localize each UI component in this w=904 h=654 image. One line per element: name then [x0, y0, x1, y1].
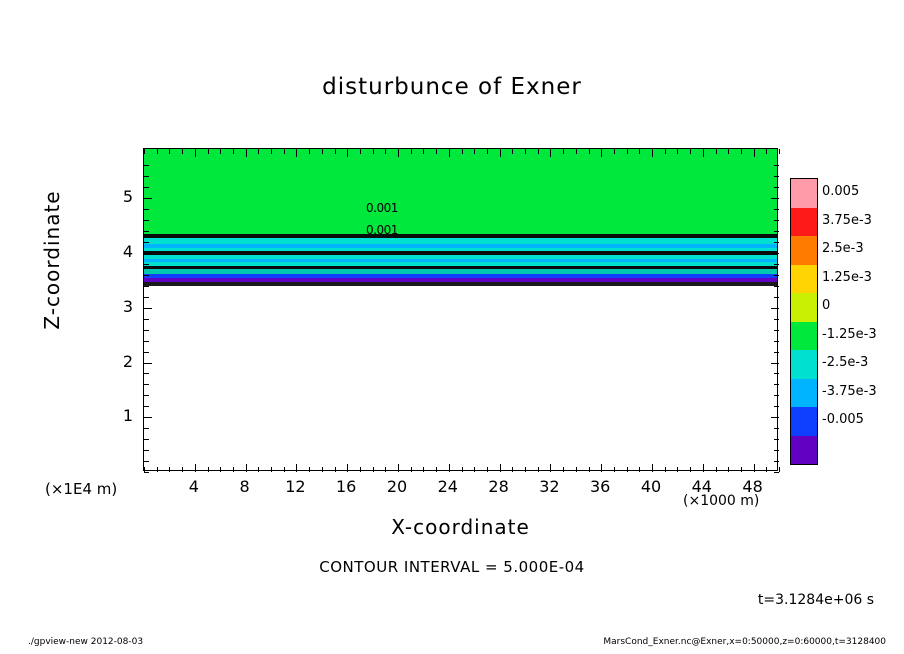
x-tick-label: 16: [336, 477, 357, 496]
footer-right-note: MarsCond_Exner.nc@Exner,x=0:50000,z=0:60000,t=3128400: [603, 637, 886, 647]
colorbar-tick-label: 0: [822, 298, 831, 314]
y-tick: [144, 352, 149, 353]
y-tick: [144, 472, 149, 473]
x-tick-label: 36: [590, 477, 611, 496]
y-tick: [774, 297, 779, 298]
y-tick-label: 5: [122, 187, 133, 207]
colorbar-segment: [791, 265, 817, 294]
x-tick-label: 24: [437, 477, 458, 496]
y-tick: [774, 209, 779, 210]
x-tick-label: 4: [188, 477, 199, 496]
x-tick-label: 8: [239, 477, 250, 496]
y-tick: [774, 275, 779, 276]
y-tick: [144, 319, 149, 320]
y-tick: [774, 176, 779, 177]
y-tick: [144, 417, 152, 418]
colorbar-segment: [791, 179, 817, 208]
y-tick: [774, 330, 779, 331]
y-tick: [774, 450, 779, 451]
y-tick: [144, 341, 149, 342]
x-tick-label: 28: [488, 477, 509, 496]
y-tick: [144, 373, 149, 374]
y-tick: [144, 450, 149, 451]
colorbar-segment: [791, 407, 817, 436]
colorbar-tick-label: -1.25e-3: [822, 326, 877, 342]
colorbar-tick-label: 2.5e-3: [822, 241, 864, 257]
colorbar-segment: [791, 436, 817, 465]
y-tick: [774, 165, 779, 166]
colorbar-tick-label: 0.005: [822, 184, 860, 200]
y-tick: [144, 275, 149, 276]
colorbar-tick-label: -0.005: [822, 412, 864, 428]
y-tick: [144, 439, 149, 440]
y-tick: [771, 253, 779, 254]
colorbar-segment: [791, 208, 817, 237]
y-tick: [774, 220, 779, 221]
y-tick: [774, 286, 779, 287]
y-tick: [771, 363, 779, 364]
y-tick: [774, 461, 779, 462]
y-tick: [774, 187, 779, 188]
x-axis-unit-label: (×1000 m): [683, 493, 760, 509]
x-tick-label: 32: [539, 477, 560, 496]
y-tick-label: 3: [122, 296, 133, 316]
y-tick: [771, 308, 779, 309]
y-tick: [774, 428, 779, 429]
y-tick: [774, 242, 779, 243]
y-tick: [774, 264, 779, 265]
y-tick: [774, 341, 779, 342]
colorbar-segment: [791, 379, 817, 408]
colorbar-segment: [791, 236, 817, 265]
y-tick: [144, 461, 149, 462]
y-tick: [144, 384, 149, 385]
y-tick: [144, 253, 152, 254]
contour-label: 0.001: [366, 223, 398, 237]
y-axis-unit-label: (×1E4 m): [45, 480, 118, 498]
time-stamp: t=3.1284e+06 s: [757, 592, 874, 608]
x-axis-label: X-coordinate: [391, 515, 530, 539]
y-tick: [774, 439, 779, 440]
colorbar-segment: [791, 322, 817, 351]
y-tick: [144, 220, 149, 221]
colorbar-segment: [791, 293, 817, 322]
y-tick: [144, 308, 152, 309]
y-tick: [144, 286, 149, 287]
y-tick: [144, 198, 152, 199]
y-tick: [774, 231, 779, 232]
colorbar: [790, 178, 818, 465]
colorbar-tick-label: -3.75e-3: [822, 383, 877, 399]
y-tick: [144, 395, 149, 396]
y-tick: [144, 187, 149, 188]
y-tick: [774, 395, 779, 396]
colorbar-tick-label: 3.75e-3: [822, 212, 872, 228]
plot-area: [143, 148, 778, 471]
y-tick: [774, 472, 779, 473]
y-tick: [144, 209, 149, 210]
y-tick: [774, 373, 779, 374]
x-tick-label: 12: [285, 477, 306, 496]
y-tick: [771, 417, 779, 418]
x-tick-label: 20: [386, 477, 408, 496]
contour-interval-note: CONTOUR INTERVAL = 5.000E-04: [319, 558, 585, 576]
y-tick: [774, 352, 779, 353]
y-tick: [144, 165, 149, 166]
y-tick-label: 2: [122, 351, 133, 371]
y-tick: [771, 198, 779, 199]
footer-left-note: ./gpview-new 2012-08-03: [28, 637, 144, 647]
x-tick: [779, 149, 780, 154]
y-tick: [144, 176, 149, 177]
y-axis-label: Z-coordinate: [40, 190, 64, 330]
chart-title: disturbunce of Exner: [322, 74, 582, 100]
y-tick: [144, 264, 149, 265]
x-tick-label: 40: [640, 477, 662, 496]
y-tick: [144, 231, 149, 232]
y-tick: [774, 319, 779, 320]
y-tick-label: 1: [122, 406, 133, 426]
y-tick: [144, 363, 152, 364]
colorbar-segment: [791, 350, 817, 379]
y-tick-marks: [144, 149, 777, 470]
y-tick-label: 4: [122, 242, 133, 262]
y-tick: [144, 406, 149, 407]
x-tick-label: 48: [742, 477, 763, 496]
x-tick: [779, 467, 780, 472]
x-tick-label: 44: [691, 477, 712, 496]
y-tick: [774, 406, 779, 407]
y-tick: [774, 384, 779, 385]
colorbar-tick-label: 1.25e-3: [822, 269, 872, 285]
y-tick: [144, 428, 149, 429]
contour-label: 0.001: [366, 201, 398, 215]
colorbar-tick-label: -2.5e-3: [822, 355, 869, 371]
y-tick: [144, 242, 149, 243]
y-tick: [144, 297, 149, 298]
y-tick: [144, 330, 149, 331]
